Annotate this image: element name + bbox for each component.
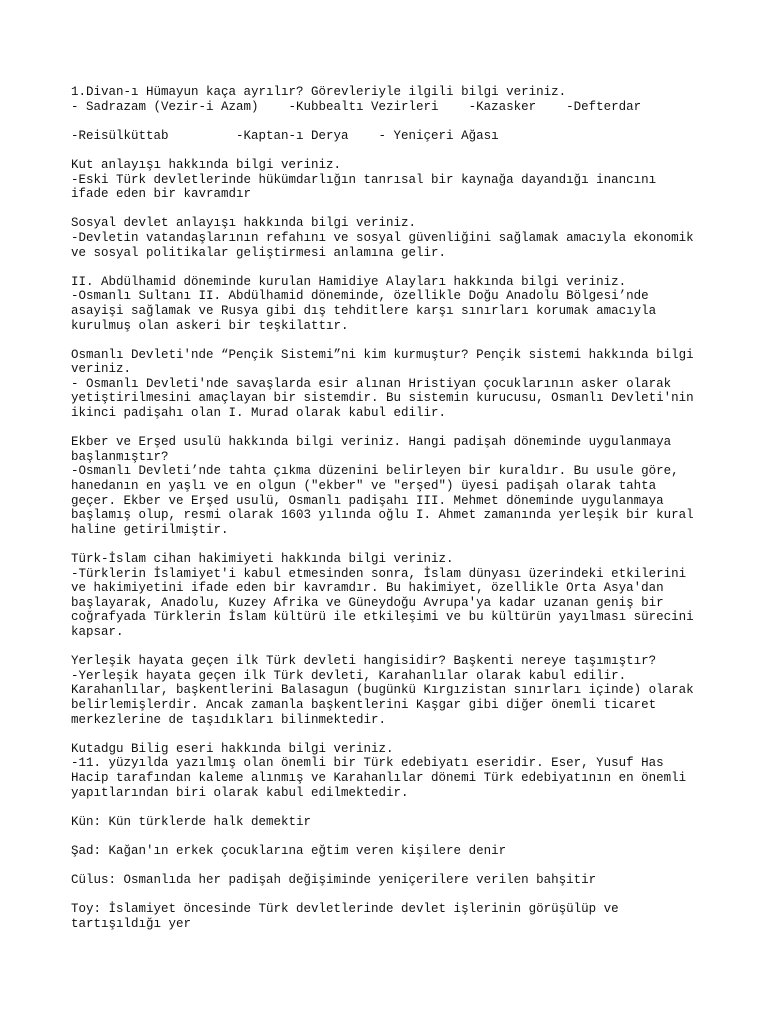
paragraph-turk-islam bbox=[71, 552, 711, 640]
paragraph-ekber-ersed bbox=[71, 435, 711, 537]
definition-line: tartışıldığı yer bbox=[71, 916, 192, 931]
answer-line: Hacip tarafından kaleme alınmış ve Karahanlılar dönemi Türk edebiyatının en önemli bbox=[71, 770, 687, 785]
answer-line: -Türklerin İslamiyet'i kabul etmesinden sonra, İslam dünyası üzerindeki etkilerini bbox=[71, 566, 687, 581]
question-line: Sosyal devlet anlayışı hakkında bilgi veriniz. bbox=[71, 216, 417, 231]
answer-line: haline getirilmiştir. bbox=[71, 522, 229, 537]
paragraph-divan bbox=[71, 85, 711, 114]
paragraph-kut bbox=[71, 158, 711, 202]
answer-line: Karahanlılar, başkentlerini Balasagun (bugünkü Kırgızistan sınırları içinde) olarak bbox=[71, 683, 694, 698]
paragraph-hamidiye bbox=[71, 275, 711, 333]
question-line: veriniz. bbox=[71, 362, 132, 377]
answer-line: - Osmanlı Devleti'nde savaşlarda esir alınan Hristiyan çocuklarının asker olarak bbox=[71, 376, 672, 391]
question-line: Yerleşik hayata geçen ilk Türk devleti hangisidir? Başkenti nereye taşımıştır? bbox=[71, 654, 657, 669]
answer-line: başlayarak, Anadolu, Kuzey Afrika ve Güneydoğu Avrupa'ya kadar uzanan geniş bir bbox=[71, 595, 664, 610]
answer-line: -Reisülküttab -Kaptan-ı Derya - Yeniçeri Ağası bbox=[71, 128, 499, 143]
answer-line: ikinci padişahı olan I. Murad olarak kabul edilir. bbox=[71, 406, 447, 421]
answer-line: coğrafyada Türklerin İslam kültürü ile etkileşimi ve bu kültürün yayılması sürecini bbox=[71, 610, 694, 625]
question-line: başlanmıştır? bbox=[71, 449, 169, 464]
definition-sad bbox=[71, 844, 711, 859]
paragraph-kutadgu-bilig bbox=[71, 742, 711, 800]
answer-line: geçer. Ekber ve Erşed usulü, Osmanlı padişahı III. Mehmet döneminde uygulanmaya bbox=[71, 493, 664, 508]
answer-line: kapsar. bbox=[71, 624, 124, 639]
definition-toy bbox=[71, 902, 711, 931]
answer-line: -Osmanlı Sultanı II. Abdülhamid döneminde, özellikle Doğu Anadolu Bölgesi’nde bbox=[71, 289, 649, 304]
definition-line: Kün: Kün türklerde halk demektir bbox=[71, 814, 312, 829]
definition-kun bbox=[71, 815, 711, 830]
question-line: Kut anlayışı hakkında bilgi veriniz. bbox=[71, 157, 342, 172]
answer-line: başlamış olup, resmi olarak 1603 yılında oğlu I. Ahmet zamanında yerleşik bir kural bbox=[71, 508, 694, 523]
paragraph-pencik bbox=[71, 348, 711, 421]
answer-line: -Osmanlı Devleti’nde tahta çıkma düzenini belirleyen bir kuraldır. Bu usule göre, bbox=[71, 464, 679, 479]
question-line: Kutadgu Bilig eseri hakkında bilgi veriniz. bbox=[71, 741, 394, 756]
question-line: Türk-İslam cihan hakimiyeti hakkında bilgi veriniz. bbox=[71, 552, 454, 566]
definition-line: Şad: Kağan'ın erkek çocuklarına eğtim veren kişilere denir bbox=[71, 843, 507, 858]
answer-line: - Sadrazam (Vezir-i Azam) -Kubbealtı Vezirleri -Kazasker -Defterdar bbox=[71, 99, 642, 114]
answer-line: hanedanın en yaşlı ve en olgun ("ekber" ve "erşed") üyesi padişah olarak tahta bbox=[71, 479, 657, 494]
definition-line: Toy: İslamiyet öncesinde Türk devletlerinde devlet işlerinin görüşülüp ve bbox=[71, 902, 619, 917]
answer-line: ifade eden bir kavramdır bbox=[71, 187, 252, 202]
answer-line: ve hakimiyetini ifade eden bir kavramdır. Bu hakimiyet, özellikle Orta Asya'dan bbox=[71, 581, 664, 596]
definition-culus bbox=[71, 873, 711, 888]
answer-line: -Eski Türk devletlerinde hükümdarlığın tanrısal bir kaynağa dayandığı inancını bbox=[71, 172, 657, 187]
question-line: II. Abdülhamid döneminde kurulan Hamidiye Alayları hakkında bilgi veriniz. bbox=[71, 274, 627, 289]
question-line: 1.Divan-ı Hümayun kaça ayrılır? Görevleriyle ilgili bilgi veriniz. bbox=[71, 85, 567, 99]
answer-line: -Yerleşik hayata geçen ilk Türk devleti, Karahanlılar olarak kabul edilir. bbox=[71, 668, 627, 683]
paragraph-yerlesik bbox=[71, 654, 711, 727]
answer-line: yapıtlarından biri olarak kabul edilmektedir. bbox=[71, 785, 409, 800]
document-page bbox=[71, 85, 711, 931]
paragraph-divan-members bbox=[71, 129, 711, 144]
answer-line: merkezlerine de taşıdıkları bilinmektedir. bbox=[71, 712, 387, 727]
answer-line: -Devletin vatandaşlarının refahını ve sosyal güvenliğini sağlamak amacıyla ekonomik bbox=[71, 230, 694, 245]
paragraph-sosyal-devlet bbox=[71, 216, 711, 260]
answer-line: asayişi sağlamak ve Rusya gibi dış tehditlere karşı sınırları korumak amacıyla bbox=[71, 303, 657, 318]
question-line: Ekber ve Erşed usulü hakkında bilgi veriniz. Hangi padişah döneminde uygulanmaya bbox=[71, 435, 672, 450]
answer-line: kurulmuş olan askeri bir teşkilattır. bbox=[71, 318, 349, 333]
answer-line: yetiştirilmesini amaçlayan bir sistemdir. Bu sistemin kurucusu, Osmanlı Devleti'nin bbox=[71, 391, 694, 406]
answer-line: -11. yüzyılda yazılmış olan önemli bir Türk edebiyatı eseridir. Eser, Yusuf Has bbox=[71, 756, 664, 771]
answer-line: ve sosyal politikalar geliştirmesi anlamına gelir. bbox=[71, 245, 447, 260]
question-line: Osmanlı Devleti'nde “Pençik Sistemi”ni kim kurmuştur? Pençik sistemi hakkında bilgi bbox=[71, 347, 694, 362]
definition-line: Cülus: Osmanlıda her padişah değişiminde yeniçerilere verilen bahşitir bbox=[71, 873, 597, 888]
answer-line: belirlemişlerdir. Ancak zamanla başkentlerini Kaşgar gibi diğer önemli ticaret bbox=[71, 697, 657, 712]
